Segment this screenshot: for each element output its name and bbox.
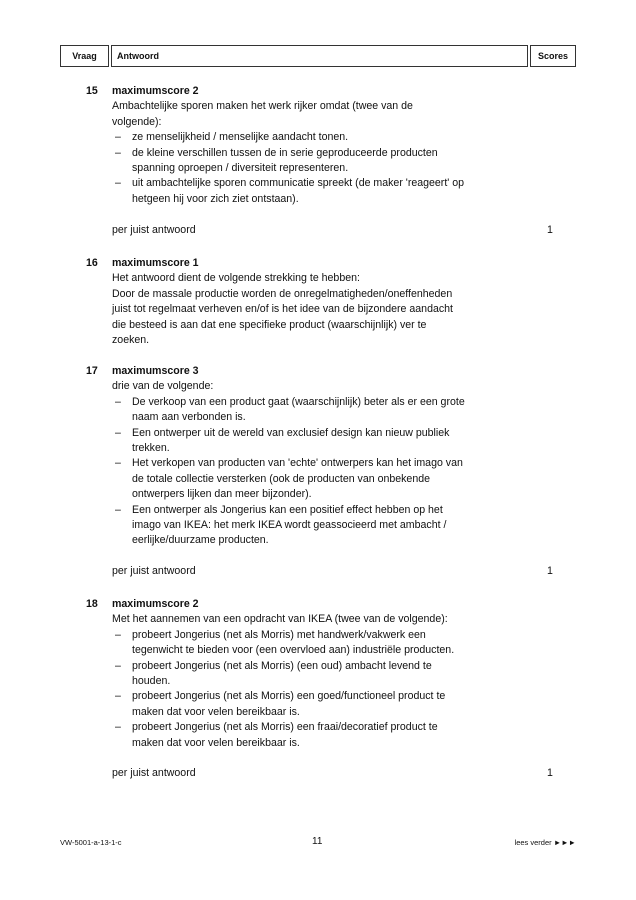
list-item: – uit ambachtelijke sporen communicatie spreekt (de maker 'reageert' op hetgeen hij voor zich ziet ontstaan). [115, 177, 465, 205]
question-title: maximumscore 2 [112, 598, 199, 610]
intro-line: die besteed is aan dat ene specifieke product (waarschijnlijk) ver te [112, 318, 427, 331]
page-number: 11 [312, 836, 323, 847]
list-item: – probeert Jongerius (net als Morris) een goed/functioneel product te maken dat voor velen bereikbaar is. [115, 690, 446, 718]
intro-line: zoeken. [112, 334, 150, 347]
per-answer-label: per juist antwoord [112, 767, 196, 779]
intro-line: juist tot regelmaat verheven en/of is het idee van de bijzondere aandacht [112, 303, 453, 316]
per-answer-score: 1 [547, 224, 553, 236]
continue-note: lees verder ►►► [514, 838, 576, 847]
question-title: maximumscore 1 [112, 257, 199, 269]
list-item: – probeert Jongerius (net als Morris) een fraai/decoratief product te maken dat voor velen bereikbaar is. [115, 721, 438, 749]
per-answer-score: 1 [547, 565, 553, 577]
header-vraag: Vraag [60, 45, 109, 67]
intro-line: volgende): [112, 115, 162, 128]
intro-line: Ambachtelijke sporen maken het werk rijker omdat (twee van de [112, 100, 413, 113]
intro-line: drie van de volgende: [112, 380, 214, 393]
question-number: 15 [86, 85, 98, 97]
list-item: – ze menselijkheid / menselijke aandacht tonen. [115, 131, 349, 144]
list-item: – Een ontwerper uit de wereld van exclusief design kan nieuw publiek trekken. [115, 426, 450, 455]
list-item: – probeert Jongerius (net als Morris) met handwerk/vakwerk een tegenwicht te bieden voor (een overvloed aan) industriële producten. [115, 628, 455, 657]
question-number: 18 [86, 598, 98, 610]
list-item: – Het verkopen van producten van 'echte' ontwerpers kan het imago van de totale collectie versterken (ook de producten van onbekende ontwerpers lijken dan meer bijzonder). [115, 457, 463, 501]
list-item: – de kleine verschillen tussen de in serie geproduceerde producten spanning oproepen / diversiteit representeren. [115, 146, 438, 175]
header-antwoord: Antwoord [111, 45, 528, 67]
list-item: – Een ontwerper als Jongerius kan een positief effect hebben op het imago van IKEA: het merk IKEA wordt geassocieerd met ambacht / eerlijke/duurzame producten. [115, 503, 447, 547]
list-item: – probeert Jongerius (net als Morris) (een oud) ambacht levend te houden. [115, 659, 432, 688]
per-answer-label: per juist antwoord [112, 565, 196, 577]
list-item: – De verkoop van een product gaat (waarschijnlijk) beter als er een grote naam aan verbonden is. [115, 395, 465, 424]
header-scores: Scores [530, 45, 576, 67]
question-title: maximumscore 2 [112, 85, 199, 97]
intro-line: Het antwoord dient de volgende strekking te hebben: [112, 272, 360, 285]
document-code: VW-5001-a-13-1-c [60, 838, 122, 847]
question-number: 17 [86, 365, 98, 377]
question-title: maximumscore 3 [112, 365, 199, 377]
intro-line: Door de massale productie worden de onregelmatigheden/oneffenheden [112, 287, 453, 300]
intro-line: Met het aannemen van een opdracht van IKEA (twee van de volgende): [112, 613, 448, 626]
per-answer-label: per juist antwoord [112, 224, 196, 236]
question-number: 16 [86, 257, 98, 269]
per-answer-score: 1 [547, 767, 553, 779]
